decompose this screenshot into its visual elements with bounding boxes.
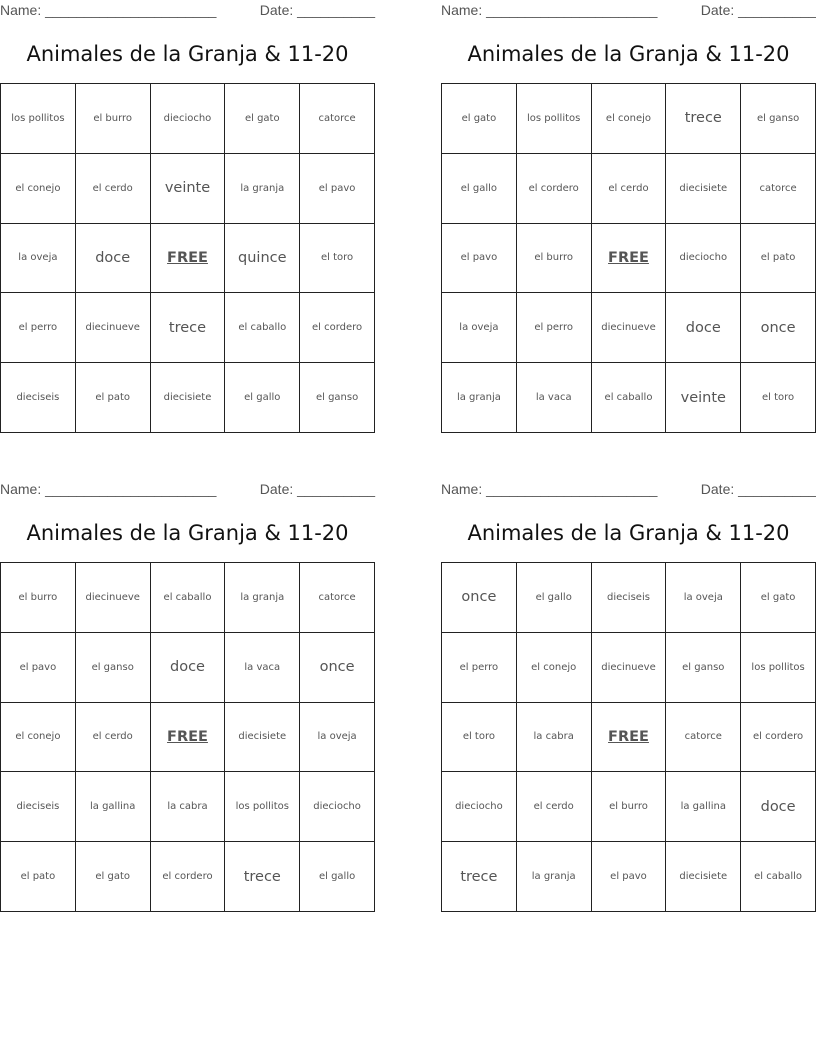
bingo-cell: el pavo xyxy=(300,154,375,224)
bingo-cell: el pato xyxy=(1,842,76,912)
bingo-cell: diecisiete xyxy=(151,363,226,433)
bingo-cell: catorce xyxy=(300,563,375,633)
bingo-cell: el pavo xyxy=(592,842,667,912)
date-field-label: Date: __________ xyxy=(700,481,816,497)
bingo-cell: el pato xyxy=(76,363,151,433)
bingo-cell: doce xyxy=(76,224,151,294)
bingo-cell: la oveja xyxy=(1,224,76,294)
bingo-cell: el cordero xyxy=(151,842,226,912)
bingo-cell: el pato xyxy=(741,224,816,294)
bingo-cell: catorce xyxy=(666,703,741,773)
bingo-cell: trece xyxy=(666,84,741,154)
bingo-cell: veinte xyxy=(151,154,226,224)
name-field-label: Name: ______________________ xyxy=(441,2,658,18)
bingo-cell: trece xyxy=(225,842,300,912)
name-date-bar xyxy=(0,481,375,499)
bingo-cell: los pollitos xyxy=(517,84,592,154)
bingo-cell: los pollitos xyxy=(1,84,76,154)
bingo-cell: el cerdo xyxy=(76,154,151,224)
bingo-cell: el conejo xyxy=(1,703,76,773)
bingo-cell: el perro xyxy=(442,633,517,703)
free-space-cell: FREE xyxy=(592,703,667,773)
bingo-cell: doce xyxy=(741,772,816,842)
bingo-cell: el perro xyxy=(517,293,592,363)
bingo-card xyxy=(0,479,375,913)
bingo-cell: el conejo xyxy=(1,154,76,224)
bingo-cell: catorce xyxy=(300,84,375,154)
bingo-cell: el burro xyxy=(517,224,592,294)
bingo-cell: el caballo xyxy=(151,563,226,633)
bingo-cell: dieciocho xyxy=(300,772,375,842)
bingo-cell: el burro xyxy=(76,84,151,154)
bingo-cell: doce xyxy=(151,633,226,703)
bingo-cell: el ganso xyxy=(76,633,151,703)
bingo-cell: trece xyxy=(151,293,226,363)
bingo-grid xyxy=(441,83,816,433)
bingo-grid xyxy=(441,562,816,912)
bingo-cell: el gato xyxy=(442,84,517,154)
bingo-cell: la cabra xyxy=(517,703,592,773)
bingo-cell: diecinueve xyxy=(76,293,151,363)
bingo-cell: la granja xyxy=(517,842,592,912)
card-title: Animales de la Granja & 11-20 xyxy=(26,42,349,66)
date-field-label: Date: __________ xyxy=(259,481,375,497)
bingo-cell: el toro xyxy=(300,224,375,294)
bingo-cell: la vaca xyxy=(517,363,592,433)
bingo-cell: la oveja xyxy=(442,293,517,363)
bingo-cell: diecisiete xyxy=(666,842,741,912)
bingo-cell: los pollitos xyxy=(225,772,300,842)
date-field-label: Date: __________ xyxy=(700,2,816,18)
bingo-cell: el gato xyxy=(225,84,300,154)
name-date-bar xyxy=(441,2,816,20)
bingo-cell: catorce xyxy=(741,154,816,224)
bingo-cell: el cerdo xyxy=(76,703,151,773)
bingo-cell: la oveja xyxy=(300,703,375,773)
bingo-cell: la cabra xyxy=(151,772,226,842)
bingo-cell: el perro xyxy=(1,293,76,363)
bingo-cell: veinte xyxy=(666,363,741,433)
bingo-cell: el gallo xyxy=(300,842,375,912)
bingo-cell: el cordero xyxy=(300,293,375,363)
bingo-cell: doce xyxy=(666,293,741,363)
card-title: Animales de la Granja & 11-20 xyxy=(26,521,349,545)
name-field-label: Name: ______________________ xyxy=(0,481,217,497)
bingo-cell: el cerdo xyxy=(592,154,667,224)
bingo-cell: la gallina xyxy=(76,772,151,842)
bingo-cell: el ganso xyxy=(741,84,816,154)
bingo-cell: diecinueve xyxy=(592,293,667,363)
bingo-grid xyxy=(0,562,375,912)
bingo-cell: el gato xyxy=(741,563,816,633)
bingo-cell: diecinueve xyxy=(592,633,667,703)
bingo-cell: la oveja xyxy=(666,563,741,633)
bingo-cell: el gallo xyxy=(517,563,592,633)
bingo-cell: once xyxy=(741,293,816,363)
bingo-cell: el cordero xyxy=(517,154,592,224)
free-space-cell: FREE xyxy=(592,224,667,294)
bingo-cell: dieciocho xyxy=(442,772,517,842)
free-space-cell: FREE xyxy=(151,224,226,294)
bingo-cell: el conejo xyxy=(517,633,592,703)
bingo-cell: el cordero xyxy=(741,703,816,773)
bingo-cell: el ganso xyxy=(300,363,375,433)
bingo-cell: dieciocho xyxy=(151,84,226,154)
bingo-cell: el conejo xyxy=(592,84,667,154)
bingo-card xyxy=(441,479,816,913)
bingo-cell: el caballo xyxy=(225,293,300,363)
bingo-cell: el pavo xyxy=(1,633,76,703)
bingo-cell: diecisiete xyxy=(666,154,741,224)
bingo-cell: dieciseis xyxy=(1,772,76,842)
bingo-cell: el gato xyxy=(76,842,151,912)
free-space-cell: FREE xyxy=(151,703,226,773)
bingo-cell: el caballo xyxy=(592,363,667,433)
bingo-cell: el caballo xyxy=(741,842,816,912)
bingo-cell: el cerdo xyxy=(517,772,592,842)
bingo-card xyxy=(441,0,816,434)
bingo-cell: trece xyxy=(442,842,517,912)
bingo-cell: el gallo xyxy=(442,154,517,224)
date-field-label: Date: __________ xyxy=(259,2,375,18)
bingo-cell: la granja xyxy=(225,563,300,633)
bingo-cell: la gallina xyxy=(666,772,741,842)
card-title: Animales de la Granja & 11-20 xyxy=(467,521,790,545)
name-date-bar xyxy=(441,481,816,499)
bingo-cell: quince xyxy=(225,224,300,294)
bingo-grid xyxy=(0,83,375,433)
bingo-cell: dieciseis xyxy=(1,363,76,433)
name-date-bar xyxy=(0,2,375,20)
bingo-cell: el ganso xyxy=(666,633,741,703)
bingo-cell: el toro xyxy=(741,363,816,433)
bingo-cell: once xyxy=(300,633,375,703)
bingo-cell: dieciocho xyxy=(666,224,741,294)
bingo-cell: once xyxy=(442,563,517,633)
bingo-cell: el burro xyxy=(592,772,667,842)
bingo-cell: el pavo xyxy=(442,224,517,294)
bingo-cell: dieciseis xyxy=(592,563,667,633)
bingo-cell: el toro xyxy=(442,703,517,773)
bingo-cell: los pollitos xyxy=(741,633,816,703)
bingo-cell: la granja xyxy=(225,154,300,224)
bingo-cell: diecinueve xyxy=(76,563,151,633)
bingo-cell: diecisiete xyxy=(225,703,300,773)
card-title: Animales de la Granja & 11-20 xyxy=(467,42,790,66)
bingo-cell: la granja xyxy=(442,363,517,433)
bingo-cell: la vaca xyxy=(225,633,300,703)
bingo-cell: el gallo xyxy=(225,363,300,433)
name-field-label: Name: ______________________ xyxy=(441,481,658,497)
bingo-cell: el burro xyxy=(1,563,76,633)
bingo-card xyxy=(0,0,375,434)
name-field-label: Name: ______________________ xyxy=(0,2,217,18)
